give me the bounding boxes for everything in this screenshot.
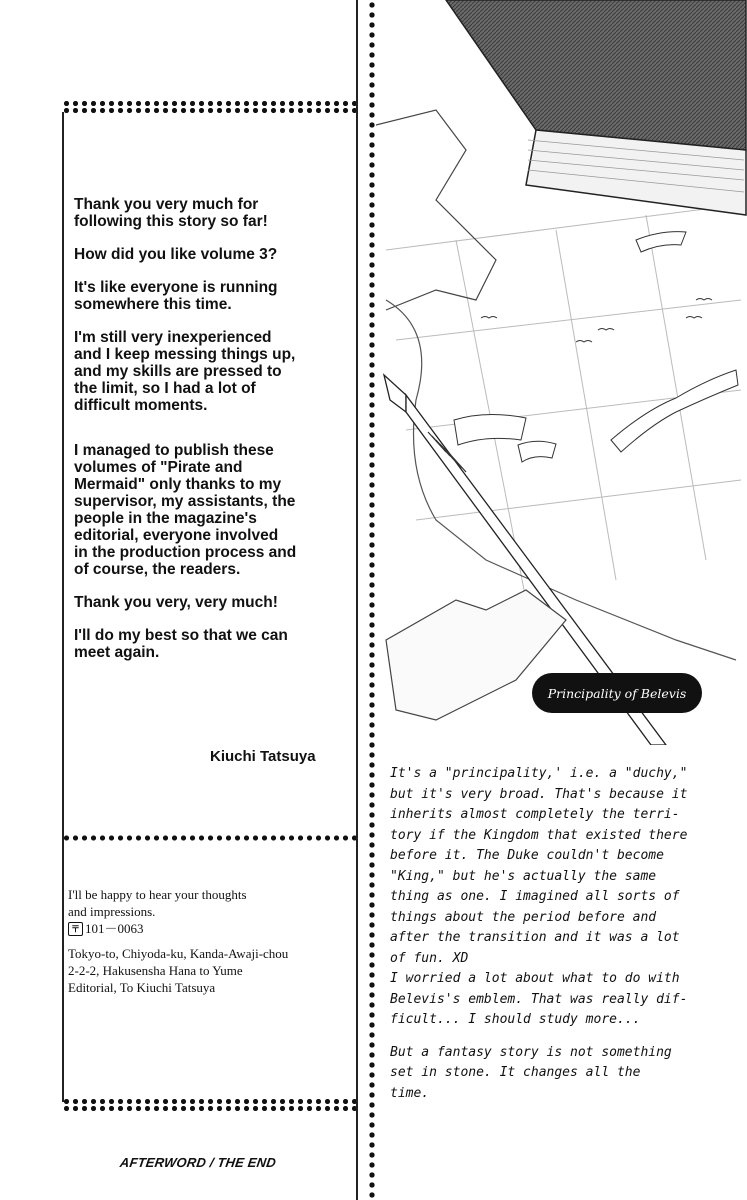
author-signature: Kiuchi Tatsuya — [210, 748, 316, 765]
afterword-end-label: AFTERWORD / THE END — [118, 1155, 278, 1170]
afterword-paragraph: Thank you very much for following this story so far! — [74, 196, 268, 230]
map-banner — [518, 441, 556, 462]
map-banner — [636, 232, 686, 252]
fan-mail-address — [68, 886, 353, 996]
author-side-note — [390, 764, 730, 1104]
address-lines: Tokyo-to, Chiyoda-ku, Kanda-Awaji-chou 2-2-2, Hakusensha Hana to Yume Editorial, To Kiuchi Tatsuya — [68, 946, 289, 995]
map-banner — [454, 414, 526, 445]
book-icon — [446, 0, 746, 215]
postal-mark-icon: 〒 — [68, 922, 83, 936]
map-illustration — [376, 0, 747, 745]
afterword-text — [74, 196, 354, 677]
afterword-paragraph: I'll do my best so that we can meet again. — [74, 627, 288, 661]
middle-dotted-border — [62, 834, 358, 844]
right-column-rule — [356, 0, 358, 1200]
location-badge: Principality of Belevis — [532, 673, 702, 713]
bottom-dotted-border — [62, 1098, 360, 1112]
afterword-paragraph: I managed to publish these volumes of "Pirate and Mermaid" only thanks to my supervisor, my assistants, the people in the magazine's editorial, everyone involved in the production process and of course, the readers. — [74, 442, 297, 578]
map-banner — [611, 370, 738, 452]
side-note-paragraph: But a fantasy story is not something set in stone. It changes all the time. — [390, 1044, 672, 1101]
postal-code-row — [68, 920, 353, 937]
afterword-paragraph: Thank you very, very much! — [74, 594, 278, 611]
afterword-paragraph: How did you like volume 3? — [74, 246, 278, 263]
afterword-paragraph: It's like everyone is running somewhere this time. — [74, 279, 278, 313]
vertical-dotted-border — [368, 0, 376, 1200]
afterword-paragraph: I'm still very inexperienced and I keep messing things up, and my skills are pressed to the limit, so I had a lot of difficult moments. — [74, 329, 296, 414]
map-marks — [481, 299, 712, 343]
map-sheet-edge — [376, 110, 496, 310]
top-dotted-border — [62, 100, 360, 114]
address-intro: I'll be happy to hear your thoughts and impressions. — [68, 887, 247, 919]
postal-code: 101－0063 — [85, 921, 144, 936]
side-note-paragraph: It's a "principality,' i.e. a "duchy," but it's very broad. That's because it inherits almost completely the terri- tory if the Kingdom that existed there before it. The Duke couldn't become "King," but he's actually the same thing as one. I imagined all sorts of things about the period before and after the transition and it was a lot of fun. XD I worried a lot about what to do with Belevis's emblem. That was really dif- ficult... I should study more... — [390, 766, 688, 1027]
left-column-rule — [62, 112, 64, 1102]
